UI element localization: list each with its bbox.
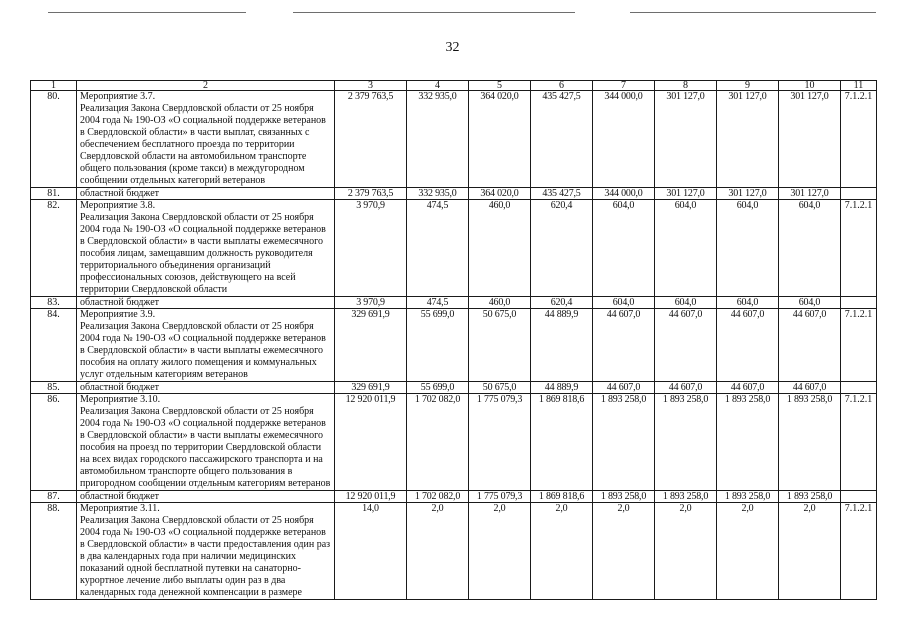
- value-cell: 2 379 763,5: [335, 91, 407, 188]
- value-cell: 50 675,0: [469, 309, 531, 382]
- column-header: 11: [841, 81, 877, 91]
- table-body: [31, 81, 877, 600]
- value-cell: 301 127,0: [779, 188, 841, 200]
- target-code: 7.1.2.1: [841, 309, 877, 382]
- column-header: 7: [593, 81, 655, 91]
- target-code: [841, 491, 877, 503]
- table-row: [31, 503, 877, 600]
- target-code: [841, 382, 877, 394]
- value-cell: 1 702 082,0: [407, 394, 469, 491]
- value-cell: 301 127,0: [717, 188, 779, 200]
- value-cell: 44 607,0: [593, 309, 655, 382]
- column-header: 2: [77, 81, 335, 91]
- value-cell: 44 607,0: [593, 382, 655, 394]
- table-row: [31, 188, 877, 200]
- table-row: [31, 200, 877, 297]
- value-cell: 2,0: [469, 503, 531, 600]
- target-code: 7.1.2.1: [841, 200, 877, 297]
- value-cell: 2 379 763,5: [335, 188, 407, 200]
- value-cell: 344 000,0: [593, 188, 655, 200]
- row-description: [77, 91, 335, 188]
- value-cell: 620,4: [531, 297, 593, 309]
- value-cell: 1 893 258,0: [717, 394, 779, 491]
- row-text: Реализация Закона Свердловской области от 25 ноября 2004 года № 190-ОЗ «О социальной поддержке ветеранов в Свердловской области» в части выплаты ежемесячного пособия лицам, замещавшим должность руководителя территориального объединения организаций профессиональных союзов, действующего на всей территории Свердловской области: [80, 212, 326, 295]
- value-cell: 1 893 258,0: [593, 491, 655, 503]
- column-header: 9: [717, 81, 779, 91]
- table-row: [31, 297, 877, 309]
- row-number: 84.: [31, 309, 77, 382]
- value-cell: 44 607,0: [655, 309, 717, 382]
- value-cell: 329 691,9: [335, 382, 407, 394]
- value-cell: 604,0: [717, 297, 779, 309]
- row-description: [77, 491, 335, 503]
- value-cell: 1 893 258,0: [655, 491, 717, 503]
- row-number: 88.: [31, 503, 77, 600]
- value-cell: 435 427,5: [531, 188, 593, 200]
- target-code: [841, 188, 877, 200]
- row-text: Реализация Закона Свердловской области от 25 ноября 2004 года № 190-ОЗ «О социальной поддержке ветеранов в Свердловской области» в части предоставления один раз в два календарных года при наличии медицинских показаний одной бесплатной путевки на санаторно-курортное лечение либо выплаты один раз в два календарных года денежной компенсации в размере: [80, 515, 331, 598]
- column-header: 8: [655, 81, 717, 91]
- value-cell: 620,4: [531, 200, 593, 297]
- value-cell: 44 889,9: [531, 309, 593, 382]
- value-cell: 2,0: [407, 503, 469, 600]
- value-cell: 364 020,0: [469, 188, 531, 200]
- value-cell: 44 607,0: [779, 309, 841, 382]
- row-number: 86.: [31, 394, 77, 491]
- row-title: областной бюджет: [80, 382, 160, 393]
- row-number: 82.: [31, 200, 77, 297]
- value-cell: 44 607,0: [655, 382, 717, 394]
- value-cell: 50 675,0: [469, 382, 531, 394]
- row-title: Мероприятие 3.11.: [80, 503, 160, 514]
- row-title: Мероприятие 3.7.: [80, 91, 156, 102]
- value-cell: 3 970,9: [335, 200, 407, 297]
- value-cell: 460,0: [469, 200, 531, 297]
- table-row: [31, 382, 877, 394]
- column-header: 6: [531, 81, 593, 91]
- row-description: [77, 188, 335, 200]
- row-description: [77, 200, 335, 297]
- row-description: [77, 382, 335, 394]
- value-cell: 1 893 258,0: [593, 394, 655, 491]
- value-cell: 2,0: [779, 503, 841, 600]
- value-cell: 329 691,9: [335, 309, 407, 382]
- value-cell: 604,0: [717, 200, 779, 297]
- target-code: 7.1.2.1: [841, 503, 877, 600]
- value-cell: 1 893 258,0: [779, 491, 841, 503]
- target-code: 7.1.2.1: [841, 394, 877, 491]
- value-cell: 460,0: [469, 297, 531, 309]
- column-header: 3: [335, 81, 407, 91]
- value-cell: 55 699,0: [407, 382, 469, 394]
- target-code: 7.1.2.1: [841, 91, 877, 188]
- value-cell: 1 893 258,0: [655, 394, 717, 491]
- value-cell: 55 699,0: [407, 309, 469, 382]
- row-description: [77, 309, 335, 382]
- value-cell: 332 935,0: [407, 188, 469, 200]
- row-description: [77, 394, 335, 491]
- column-header: 1: [31, 81, 77, 91]
- value-cell: 1 869 818,6: [531, 394, 593, 491]
- value-cell: 1 702 082,0: [407, 491, 469, 503]
- value-cell: 12 920 011,9: [335, 394, 407, 491]
- row-number: 81.: [31, 188, 77, 200]
- row-number: 80.: [31, 91, 77, 188]
- value-cell: 344 000,0: [593, 91, 655, 188]
- value-cell: 12 920 011,9: [335, 491, 407, 503]
- value-cell: 301 127,0: [655, 188, 717, 200]
- column-header: 5: [469, 81, 531, 91]
- value-cell: 301 127,0: [655, 91, 717, 188]
- row-text: Реализация Закона Свердловской области от 25 ноября 2004 года № 190-ОЗ «О социальной поддержке ветеранов в Свердловской области» в части выплат, связанных с обеспечением бесплатного проезда по территории Свердловской области на автомобильном транспорте общего пользования (кроме такси) в междугородном сообщении отдельных категорий ветеранов: [80, 103, 326, 186]
- row-number: 85.: [31, 382, 77, 394]
- value-cell: 1 893 258,0: [779, 394, 841, 491]
- top-rule-left: [48, 12, 246, 13]
- value-cell: 604,0: [779, 297, 841, 309]
- table-row: [31, 309, 877, 382]
- value-cell: 1 893 258,0: [717, 491, 779, 503]
- row-title: Мероприятие 3.10.: [80, 394, 161, 405]
- value-cell: 435 427,5: [531, 91, 593, 188]
- header-row: [31, 81, 877, 91]
- value-cell: 604,0: [655, 200, 717, 297]
- value-cell: 364 020,0: [469, 91, 531, 188]
- row-title: областной бюджет: [80, 297, 160, 308]
- row-text: Реализация Закона Свердловской области от 25 ноября 2004 года № 190-ОЗ «О социальной поддержке ветеранов в Свердловской области» в части выплаты ежемесячного пособия на оплату жилого помещения и коммунальных услуг отдельным категориям ветеранов: [80, 321, 326, 380]
- table-row: [31, 394, 877, 491]
- row-title: областной бюджет: [80, 188, 160, 199]
- target-code: [841, 297, 877, 309]
- value-cell: 1 775 079,3: [469, 394, 531, 491]
- value-cell: 474,5: [407, 297, 469, 309]
- value-cell: 604,0: [593, 297, 655, 309]
- value-cell: 474,5: [407, 200, 469, 297]
- row-text: Реализация Закона Свердловской области от 25 ноября 2004 года № 190-ОЗ «О социальной поддержке ветеранов в Свердловской области» в части выплаты ежемесячного пособия на проезд по территории Свердловской области на всех видах городского пассажирского транспорта и на автомобильном транспорте общего пользования в пригородном сообщении отдельным категориям ветеранов: [80, 406, 331, 489]
- value-cell: 1 869 818,6: [531, 491, 593, 503]
- value-cell: 2,0: [531, 503, 593, 600]
- value-cell: 301 127,0: [717, 91, 779, 188]
- value-cell: 3 970,9: [335, 297, 407, 309]
- top-rule-right: [630, 12, 876, 13]
- value-cell: 2,0: [717, 503, 779, 600]
- row-description: [77, 297, 335, 309]
- page-number: 32: [445, 40, 460, 55]
- value-cell: 14,0: [335, 503, 407, 600]
- row-title: областной бюджет: [80, 491, 160, 502]
- column-header: 4: [407, 81, 469, 91]
- value-cell: 44 607,0: [779, 382, 841, 394]
- value-cell: 604,0: [655, 297, 717, 309]
- value-cell: 604,0: [779, 200, 841, 297]
- row-title: Мероприятие 3.9.: [80, 309, 156, 320]
- row-number: 83.: [31, 297, 77, 309]
- table-row: [31, 91, 877, 188]
- row-number: 87.: [31, 491, 77, 503]
- value-cell: 604,0: [593, 200, 655, 297]
- column-header: 10: [779, 81, 841, 91]
- value-cell: 44 607,0: [717, 309, 779, 382]
- value-cell: 1 775 079,3: [469, 491, 531, 503]
- value-cell: 2,0: [655, 503, 717, 600]
- value-cell: 44 607,0: [717, 382, 779, 394]
- program-activities-table: [30, 80, 877, 600]
- row-title: Мероприятие 3.8.: [80, 200, 156, 211]
- table-row: [31, 491, 877, 503]
- value-cell: 332 935,0: [407, 91, 469, 188]
- value-cell: 301 127,0: [779, 91, 841, 188]
- value-cell: 2,0: [593, 503, 655, 600]
- top-rule-center: [293, 12, 575, 13]
- row-description: [77, 503, 335, 600]
- value-cell: 44 889,9: [531, 382, 593, 394]
